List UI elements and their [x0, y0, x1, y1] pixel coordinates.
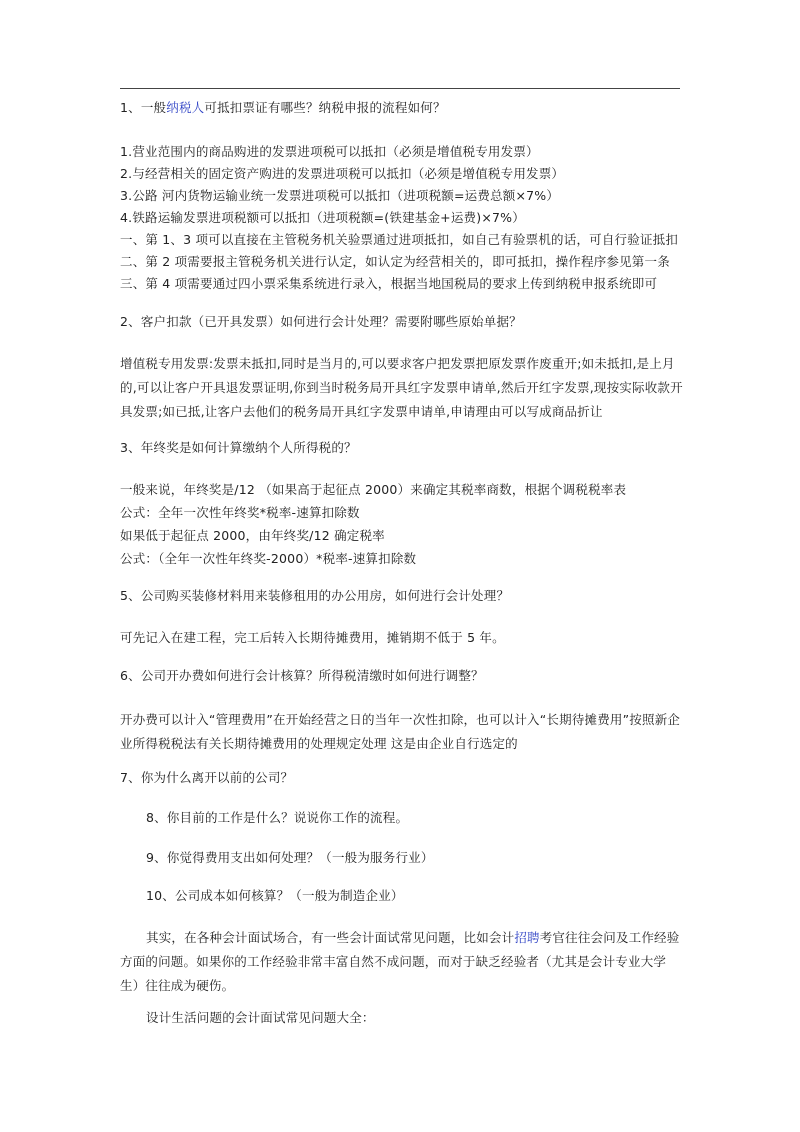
question-10: 10、公司成本如何核算？（一般为制造企业） [146, 888, 404, 903]
q1-answer-line: 一、第 1、3 项可以直接在主管税务机关验票通过进项抵扣，如自己有验票机的话，可自行验证抵扣 [120, 232, 679, 247]
q6-answer: 开办费可以计入“管理费用”在开始经营之日的当年一次性扣除，也可以计入“长期待摊费用”按照新企业所得税税法有关长期待摊费用的处理规定处理 这是由企业自行选定的 [120, 712, 681, 751]
q3-answer-line: 一般来说，年终奖是/12 （如果高于起征点 2000）来确定其税率商数，根据个调税税率表 [120, 482, 627, 497]
final-heading: 设计生活问题的会计面试常见问题大全： [146, 1010, 375, 1025]
q1-answer-line: 三、第 4 项需要通过四小票采集系统进行录入，根据当地国税局的要求上传到纳税申报系统即可 [120, 276, 658, 291]
question-5: 5、公司购买装修材料用来装修租用的办公用房，如何进行会计处理？ [120, 588, 510, 603]
question-3: 3、年终奖是如何计算缴纳个人所得税的？ [120, 440, 357, 455]
question-1-suffix: 可抵扣票证有哪些？纳税申报的流程如何？ [204, 100, 446, 115]
q1-answer-line: 二、第 2 项需要报主管税务机关进行认定，如认定为经营相关的，即可抵扣，操作程序参见第一条 [120, 254, 670, 269]
question-9: 9、你觉得费用支出如何处理？（一般为服务行业） [146, 850, 434, 865]
q1-answer-line: 4.铁路运输发票进项税额可以抵扣（进项税额=(铁建基金+运费)×7%） [120, 210, 525, 225]
q3-answer-line: 公式：（全年一次性年终奖-2000）*税率-速算扣除数 [120, 551, 417, 566]
question-1 [120, 98, 685, 118]
recruitment-link[interactable]: 招聘 [514, 930, 540, 945]
header-rule [120, 88, 680, 89]
question-1-prefix: 1、一般 [120, 100, 167, 115]
q3-answer-line: 如果低于起征点 2000，由年终奖/12 确定税率 [120, 528, 385, 543]
q1-answer-line: 1.营业范围内的商品购进的发票进项税可以抵扣（必须是增值税专用发票） [120, 144, 539, 159]
closing-prefix: 其实，在各种会计面试场合，有一些会计面试常见问题，比如会计 [146, 930, 515, 945]
closing-paragraph [120, 926, 685, 998]
q1-answer-line: 2.与经营相关的固定资产购进的发票进项税可以抵扣（必须是增值税专用发票） [120, 166, 565, 181]
q5-answer: 可先记入在建工程，完工后转入长期待摊费用，摊销期不低于 5 年。 [120, 630, 505, 645]
q3-answer-line: 公式：全年一次性年终奖*税率-速算扣除数 [120, 505, 360, 520]
question-6: 6、公司开办费如何进行会计核算？所得税清缴时如何进行调整？ [120, 668, 484, 683]
question-8: 8、你目前的工作是什么？说说你工作的流程。 [146, 810, 409, 825]
q2-answer: 增值税专用发票:发票未抵扣,同时是当月的,可以要求客户把发票把原发票作废重开;如未抵扣,是上月的,可以让客户开具退发票证明,你到当时税务局开具红字发票申请单,然后开红字发票,现按实际收款开具发票;如已抵,让客户去他们的税务局开具红字发票申请单,申请理由可以写成商品折让 [120, 356, 683, 419]
question-7: 7、你为什么离开以前的公司？ [120, 770, 294, 785]
question-2: 2、客户扣款（已开具发票）如何进行会计处理？需要附哪些原始单据？ [120, 314, 522, 329]
closing-suffix: 考官往往会问及工作经验方面的问题。如果你的工作经验非常丰富自然不成问题，而对于缺乏经验者（尤其是会计专业大学生）往往成为硬伤。 [120, 930, 680, 993]
taxpayer-link[interactable]: 纳税人 [166, 100, 205, 115]
q1-answer-line: 3.公路 河内货物运输业统一发票进项税可以抵扣（进项税额=运费总额×7%） [120, 188, 560, 203]
